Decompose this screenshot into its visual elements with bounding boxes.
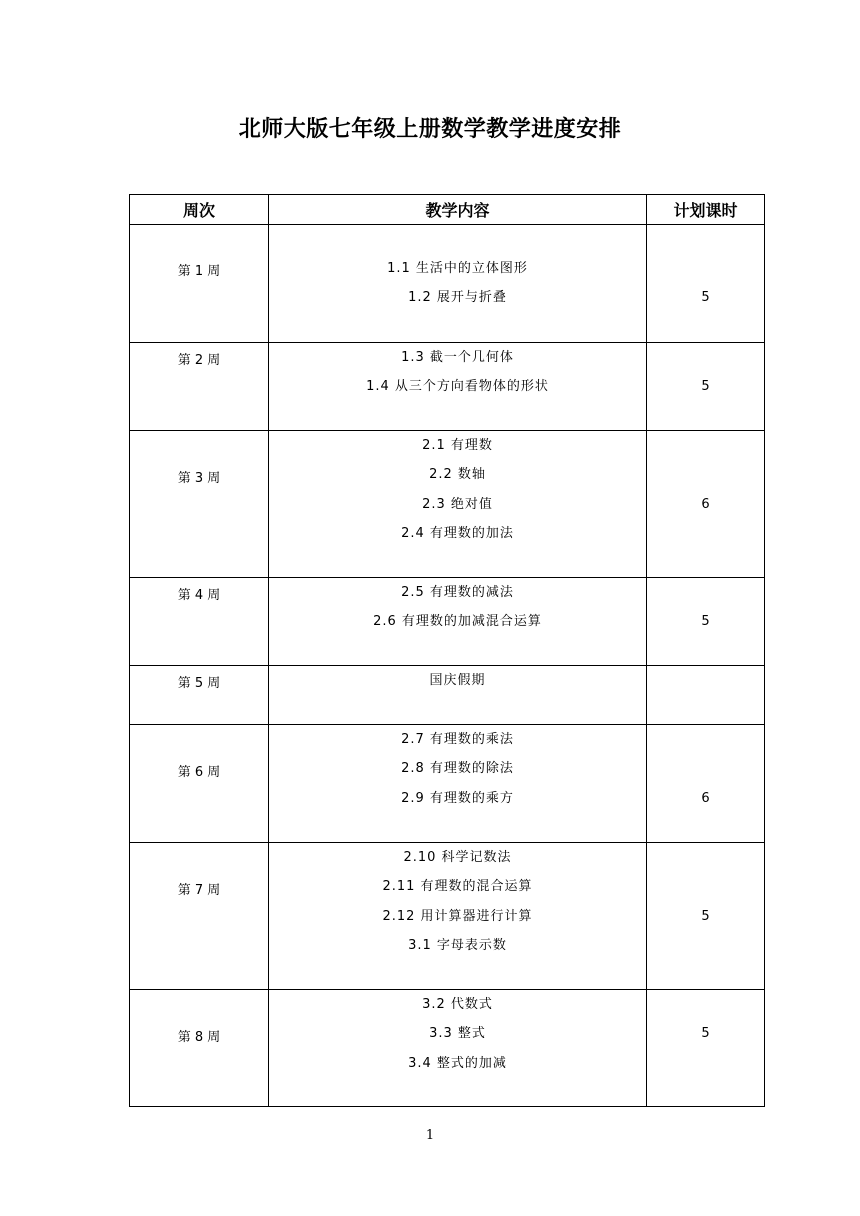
week-cell [130,578,269,666]
hours-value: 5 [701,614,710,629]
week-cell [130,225,269,343]
schedule-table [129,194,765,1107]
week-cell [130,990,269,1107]
content-item: 2.8 有理数的除法 [401,761,514,777]
hours-value: 5 [701,290,710,305]
week-cell [130,725,269,843]
content-item: 3.2 代数式 [422,997,493,1012]
week-label: 第 2 周 [177,353,221,368]
content-cell [269,578,647,666]
table-row [130,343,765,431]
header-content: 教学内容 [269,195,647,225]
content-item: 2.5 有理数的减法 [401,585,514,600]
hours-cell [647,843,765,990]
content-item: 2.7 有理数的乘法 [401,732,514,747]
hours-value: 5 [701,379,710,394]
week-cell [130,843,269,990]
hours-value: 5 [701,909,710,924]
hours-value: 6 [701,497,710,512]
content-item: 2.4 有理数的加法 [401,526,514,542]
content-cell [269,343,647,431]
hours-value: 5 [701,1026,710,1041]
content-cell [269,431,647,578]
table-row [130,225,765,343]
week-label: 第 5 周 [177,676,221,691]
content-item: 2.10 科学记数法 [403,850,512,865]
week-label: 第 3 周 [177,471,221,486]
content-item: 国庆假期 [429,673,486,688]
week-label: 第 8 周 [177,1030,221,1045]
content-item: 3.4 整式的加减 [408,1055,507,1071]
week-label: 第 7 周 [177,883,221,898]
week-label: 第 4 周 [177,588,221,603]
table-row [130,843,765,990]
hours-cell [647,578,765,666]
content-cell [269,225,647,343]
document-title: 北师大版七年级上册数学教学进度安排 [238,117,622,142]
content-item: 1.3 截一个几何体 [401,350,514,365]
table-row [130,990,765,1107]
hours-cell [647,431,765,578]
table-row [130,666,765,725]
content-item: 2.3 绝对值 [422,496,493,512]
content-item: 1.1 生活中的立体图形 [387,261,528,276]
page-number: 1 [425,1128,435,1143]
week-label: 第 6 周 [177,765,221,780]
hours-cell [647,225,765,343]
week-cell [130,343,269,431]
content-item: 2.9 有理数的乘方 [401,790,514,806]
content-item: 2.12 用计算器进行计算 [382,908,533,924]
hours-value: 6 [701,791,710,806]
header-week: 周次 [130,195,269,225]
hours-cell [647,990,765,1107]
content-item: 2.2 数轴 [429,467,486,483]
content-cell [269,990,647,1107]
content-item: 1.4 从三个方向看物体的形状 [366,379,549,395]
content-item: 3.3 整式 [429,1026,486,1042]
content-cell [269,725,647,843]
hours-cell [647,343,765,431]
content-item: 2.6 有理数的加减混合运算 [373,614,542,630]
header-hours: 计划课时 [647,195,765,225]
table-row [130,578,765,666]
content-item: 3.1 字母表示数 [408,938,507,954]
content-item: 2.11 有理数的混合运算 [382,879,533,895]
table-row [130,725,765,843]
week-label: 第 1 周 [177,264,221,279]
table-row [130,431,765,578]
content-cell [269,666,647,725]
content-item: 1.2 展开与折叠 [408,290,507,306]
week-cell [130,431,269,578]
week-cell [130,666,269,725]
content-cell [269,843,647,990]
content-item: 2.1 有理数 [422,438,493,453]
table-header-row [130,195,765,225]
hours-cell [647,725,765,843]
hours-cell [647,666,765,725]
